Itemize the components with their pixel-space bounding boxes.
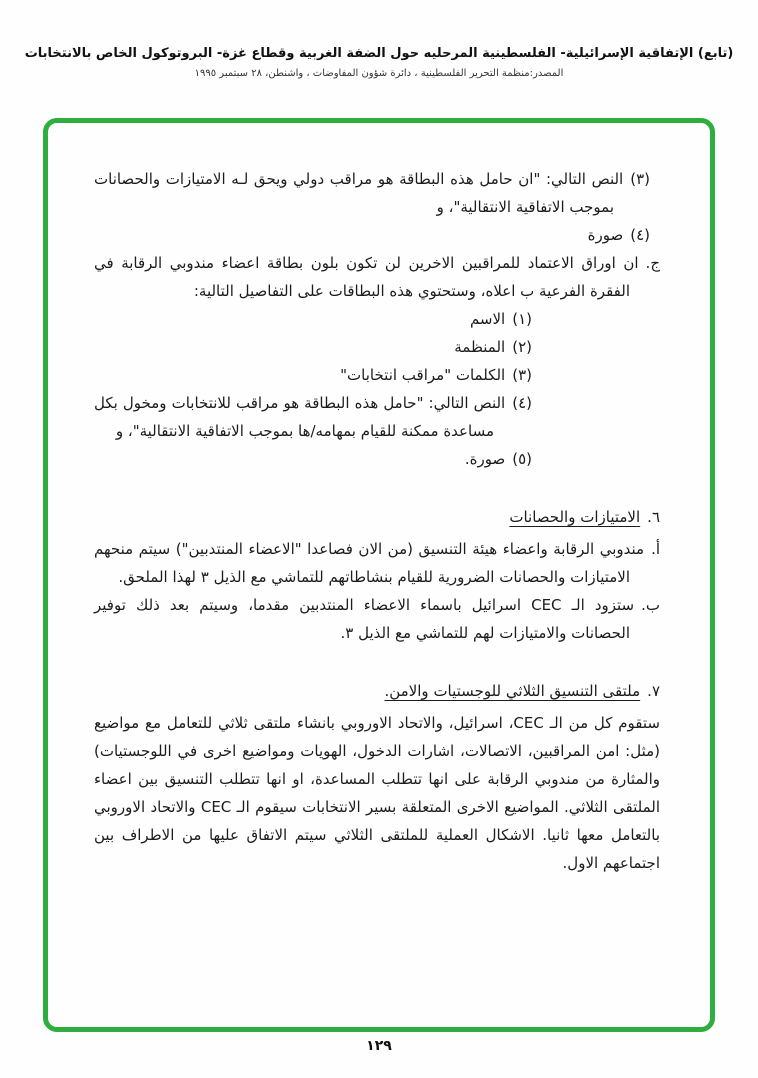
paragraph — [94, 709, 660, 877]
document-header — [0, 44, 758, 79]
paragraph — [94, 535, 660, 591]
page-number: ١٢٩ — [366, 1038, 392, 1054]
paragraph — [94, 249, 660, 305]
document-source: المصدر:منظمة التحرير الفلسطينية ، دائرة شؤون المفاوضات ، واشنطن، ٢٨ سبتمبر ١٩٩٥ — [194, 68, 564, 79]
section-heading-text: ملتقى التنسيق الثلاثي للوجستيات والامن. — [384, 682, 641, 700]
paragraph-text: صورة — [587, 226, 624, 244]
list-marker: (١) — [512, 310, 532, 328]
section-heading — [94, 677, 660, 705]
paragraph-text: ان اوراق الاعتماد للمراقبين الاخرين لن تكون بلون بطاقة اعضاء مندوبي الرقابة في الفقرة الفرعية ب اعلاه، وستحتوي هذه البطاقات على التفاصيل التالية: — [94, 254, 639, 300]
list-marker: (٣) — [512, 366, 532, 384]
paragraph-text: الكلمات "مراقب انتخابات" — [340, 366, 506, 384]
paragraph — [94, 361, 532, 389]
paragraph — [94, 591, 660, 647]
paragraph-text: مندوبي الرقابة واعضاء هيئة التنسيق (من الان فصاعدا "الاعضاء المنتدبين") سيتم منحهم الامتيازات والحصانات الضرورية للقيام بنشاطاتهم للتماشي مع الذيل ٣ لهذا الملحق. — [94, 540, 645, 586]
list-marker: ج. — [645, 254, 660, 272]
paragraph-text: ستزود الـ CEC اسرائيل باسماء الاعضاء المنتدبين مقدما، وسيتم بعد ذلك توفير الحصانات والامتيازات لهم للتماشي مع الذيل ٣. — [94, 596, 635, 642]
paragraph — [94, 221, 650, 249]
paragraph-text: صورة. — [464, 450, 506, 468]
section-heading-text: الامتيازات والحصانات — [509, 508, 641, 526]
list-marker: (٣) — [630, 170, 650, 188]
paragraph — [94, 305, 532, 333]
paragraph-text: المنظمة — [454, 338, 506, 356]
list-marker: (٤) — [512, 394, 532, 412]
document-title: (تابع) الإتفاقية الإسرائيلية- الفلسطينية المرحليه حول الضفة الغربية وقطاع غزة- البروتوكول الخاص بالانتخابات — [24, 46, 734, 61]
paragraph — [94, 389, 532, 445]
paragraph-text: الاسم — [469, 310, 506, 328]
content-border-box — [43, 118, 715, 1032]
list-marker: (٥) — [512, 450, 532, 468]
list-marker: أ. — [651, 540, 660, 558]
paragraph — [94, 165, 650, 221]
list-marker: ب. — [641, 596, 661, 614]
paragraph — [94, 333, 532, 361]
list-marker: ٦. — [647, 508, 660, 526]
paragraph-text: النص التالي: "حامل هذه البطاقة هو مراقب للانتخابات ومخول بكل مساعدة ممكنة للقيام بمهامه/ها بموجب الاتفاقية الانتقالية"، و — [94, 394, 506, 440]
paragraph — [94, 445, 532, 473]
list-marker: ٧. — [647, 682, 660, 700]
paragraph-text: النص التالي: "ان حامل هذه البطاقة هو مراقب دولي ويحق لـه الامتيازات والحصانات بموجب الاتفاقية الانتقالية"، و — [94, 170, 624, 216]
list-marker: (٤) — [630, 226, 650, 244]
paragraph-text: ستقوم كل من الـ CEC، اسرائيل، والاتحاد الاوروبي بانشاء ملتقى ثلاثي للتعامل مع مواضيع (مثل: امن المراقبين، الاتصالات، اشارات الدخول، الهويات ومواضيع اخرى في اللوجستيات) والمثارة من مندوبي الرقابة على انها تتطلب المساعدة، او انها تتطلب التنسيق بين اعضاء الملتقى الثلاثي. المواضيع الاخرى المتعلقة بسير الانتخابات سيقوم الـ CEC والاتحاد الاوروبي بالتعامل معها ثانيا. الاشكال العملية للملتقى الثلاثي سيتم الاتفاق عليها من الاطراف بين اجتماعهم الاول. — [94, 714, 660, 872]
document-body — [94, 165, 660, 877]
section-heading — [94, 503, 660, 531]
list-marker: (٢) — [512, 338, 532, 356]
